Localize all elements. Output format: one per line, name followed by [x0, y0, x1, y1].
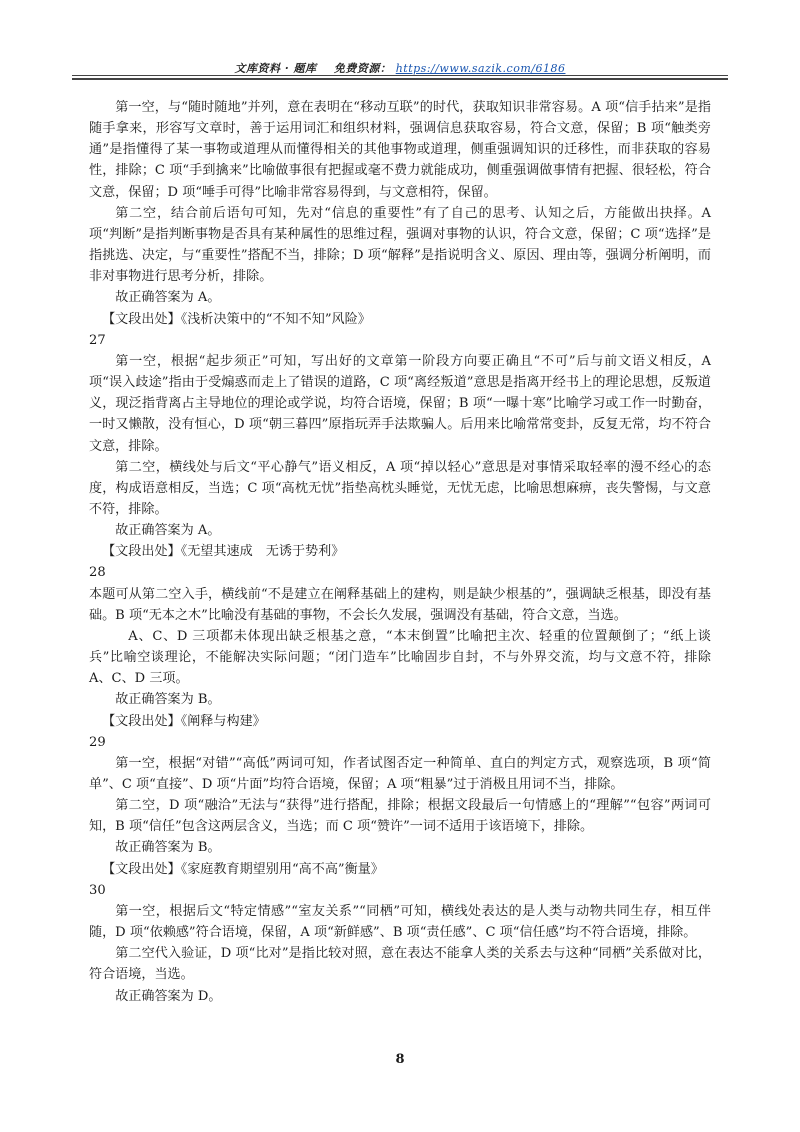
header-site-name: 文库资料 · 题库	[234, 62, 317, 75]
header-rule-thin	[72, 75, 728, 76]
answer-content	[89, 97, 711, 1007]
q26-paragraph-1: 第一空，与“随时随地”并列，意在表明在“移动互联”的时代，获取知识非常容易。A 项“信手拈来”是指随手拿来，形容写文章时，善于运用词汇和组织材料，强调信息获取容易，符合文意，保留；B 项“触类旁通”是指懂得了某一事物或道理从而懂得相关的其他事物或道理，侧重强调知识的迁移性，而非获取的容易性，排除；C 项“手到擒来”比喻做事很有把握或毫不费力就能成功，侧重强调做事情有把握、很轻松，符合文意，保留；D 项“唾手可得”比喻非常容易得到，与文意相符，保留。	[89, 100, 711, 200]
q30-paragraph-1: 第一空，根据后文“特定情感”“室友关系”“同栖”可知，横线处表达的是人类与动物共同生存，相互伴随，D 项“依赖感”符合语境，保留，A 项“新鲜感”、B 项“责任感”、C 项“信任感”均不符合语境，排除。	[89, 903, 711, 941]
header-label: 免费资源：	[333, 62, 392, 75]
header-link[interactable]: https://www.sazik.com/6186	[395, 62, 566, 75]
q29-answer: 故正确答案为 B。	[115, 840, 221, 856]
page-number: 8	[395, 1052, 405, 1067]
q26-source: 【文段出处】《浅析决策中的“不知不知”风险》	[102, 311, 371, 327]
q29-number: 29	[89, 734, 106, 750]
header-rule-thick	[72, 78, 728, 80]
q27-source: 【文段出处】《无望其速成 无诱于势利》	[102, 544, 345, 560]
q28-paragraph-2: A、C、D 三项都未体现出缺乏根基之意，“本末倒置”比喻把主次、轻重的位置颠倒了；“纸上谈兵”比喻空谈理论，不能解决实际问题；“闭门造车”比喻固步自封，不与外界交流，均与文意不符，排除 A、C、D 三项。	[89, 628, 711, 687]
page-header	[0, 60, 800, 76]
q28-paragraph-1: 本题可从第二空入手，横线前“不是建立在阐释基础上的建构，则是缺少根基的”，强调缺乏根基，即没有基础。B 项“无本之木”比喻没有基础的事物，不会长久发展，强调没有基础，符合文意，当选。	[89, 586, 711, 623]
q26-paragraph-2: 第二空，结合前后语句可知，先对“信息的重要性”有了自己的思考、认知之后，方能做出抉择。A 项“判断”是指判断事物是否具有某种属性的思维过程，强调对事物的认识，符合文意，保留；C 项“选择”是指挑选、决定，与“重要性”搭配不当，排除；D 项“解释”是指说明含义、原因、理由等，强调分析阐明，而非对事物进行思考分析，排除。	[89, 205, 711, 285]
q28-number: 28	[89, 565, 106, 581]
q27-answer: 故正确答案为 A。	[115, 523, 221, 539]
q28-source: 【文段出处】《阐释与构建》	[102, 713, 266, 729]
q29-paragraph-2: 第二空，D 项“融洽”无法与“获得”进行搭配，排除；根据文段最后一句情感上的“理解”“包容”两词可知，B 项“信任”包含这两层含义，当选；而 C 项“赞许”一词不适用于该语境下，排除。	[89, 798, 711, 835]
q27-number: 27	[89, 332, 106, 348]
q26-answer: 故正确答案为 A。	[115, 290, 221, 306]
q28-answer: 故正确答案为 B。	[115, 692, 221, 708]
q27-paragraph-2: 第二空，横线处与后文“平心静气”语义相反，A 项“掉以轻心”意思是对事情采取轻率的漫不经心的态度，构成语意相反，当选；C 项“高枕无忧”指垫高枕头睡觉，无忧无虑，比喻思想麻痹，丧失警惕，与文意不符，排除。	[89, 459, 711, 517]
q29-source: 【文段出处】《家庭教育期望别用“高不高”衡量》	[102, 861, 384, 877]
q30-paragraph-2: 第二空代入验证，D 项“比对”是指比较对照，意在表达不能拿人类的关系去与这种“同栖”关系做对比，符合语境，当选。	[89, 946, 711, 983]
q29-paragraph-1: 第一空，根据“对错”“高低”两词可知，作者试图否定一种简单、直白的判定方式，观察选项，B 项“简单”、C 项“直接”、D 项“片面”均符合语境，保留；A 项“粗暴”过于消极且用词不当，排除。	[89, 755, 711, 792]
q30-number: 30	[89, 882, 106, 898]
q30-answer: 故正确答案为 D。	[115, 988, 222, 1004]
q27-paragraph-1: 第一空，根据“起步须正”可知，写出好的文章第一阶段方向要正确且“不可”后与前文语义相反，A 项“误入歧途”指由于受煽惑而走上了错误的道路，C 项“离经叛道”意思是指离开经书上的理论思想，反叛道义，现泛指背离占主导地位的理论或学说，均符合语境，保留；B 项“一曝十寒”比喻学习或工作一时勤奋，一时又懒散，没有恒心，D 项“朝三暮四”原指玩弄手法欺骗人。后用来比喻常常变卦，反复无常，均不符合文意，排除。	[89, 353, 711, 454]
